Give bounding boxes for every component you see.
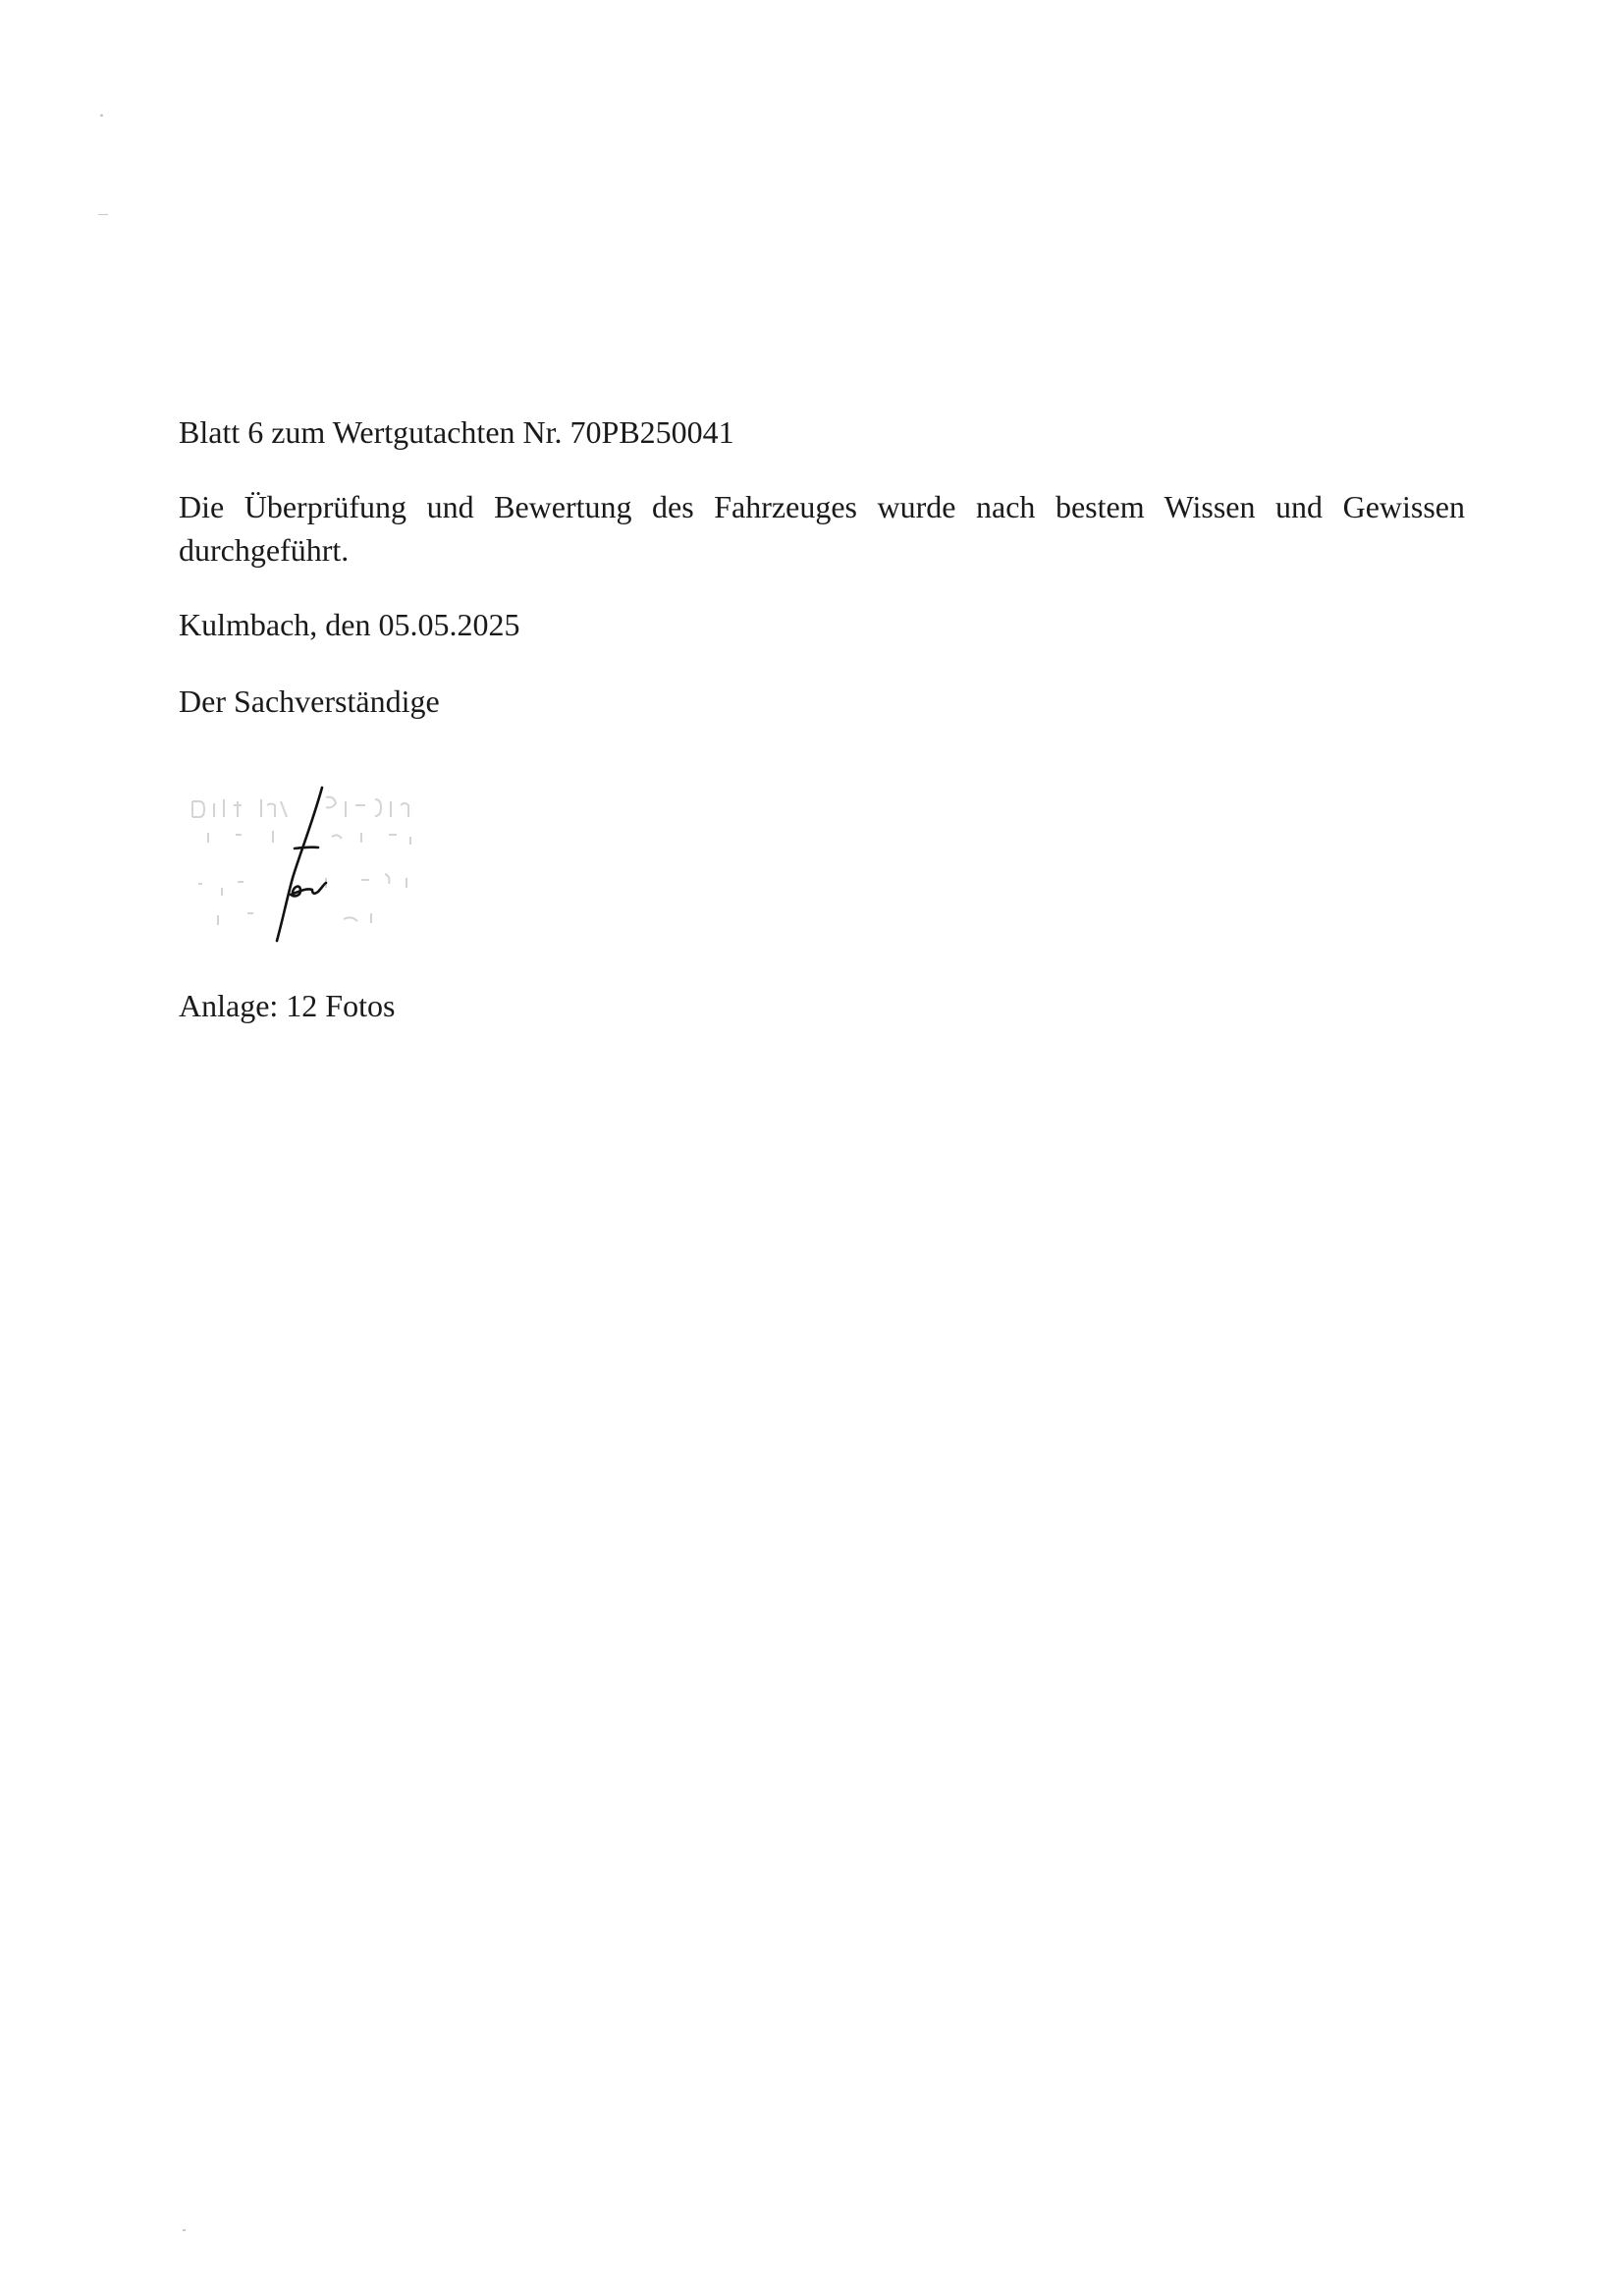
document-heading: Blatt 6 zum Wertgutachten Nr. 70PB250041 <box>179 414 734 450</box>
signer-role: Der Sachverständige <box>179 683 440 719</box>
place-date-line: Kulmbach, den 05.05.2025 <box>179 607 520 642</box>
scan-speck <box>100 114 103 117</box>
statement-paragraph: Die Überprüfung und Bewertung des Fahrzeuges wurde nach bestem Wissen und Gewissen durchgeführt. <box>179 489 1465 568</box>
signature-block <box>179 776 473 953</box>
scan-speck <box>98 214 108 215</box>
signature-icon <box>179 776 473 953</box>
stamp-impression <box>192 797 410 925</box>
scan-speck <box>183 2229 186 2231</box>
attachment-note: Anlage: 12 Fotos <box>179 988 396 1023</box>
